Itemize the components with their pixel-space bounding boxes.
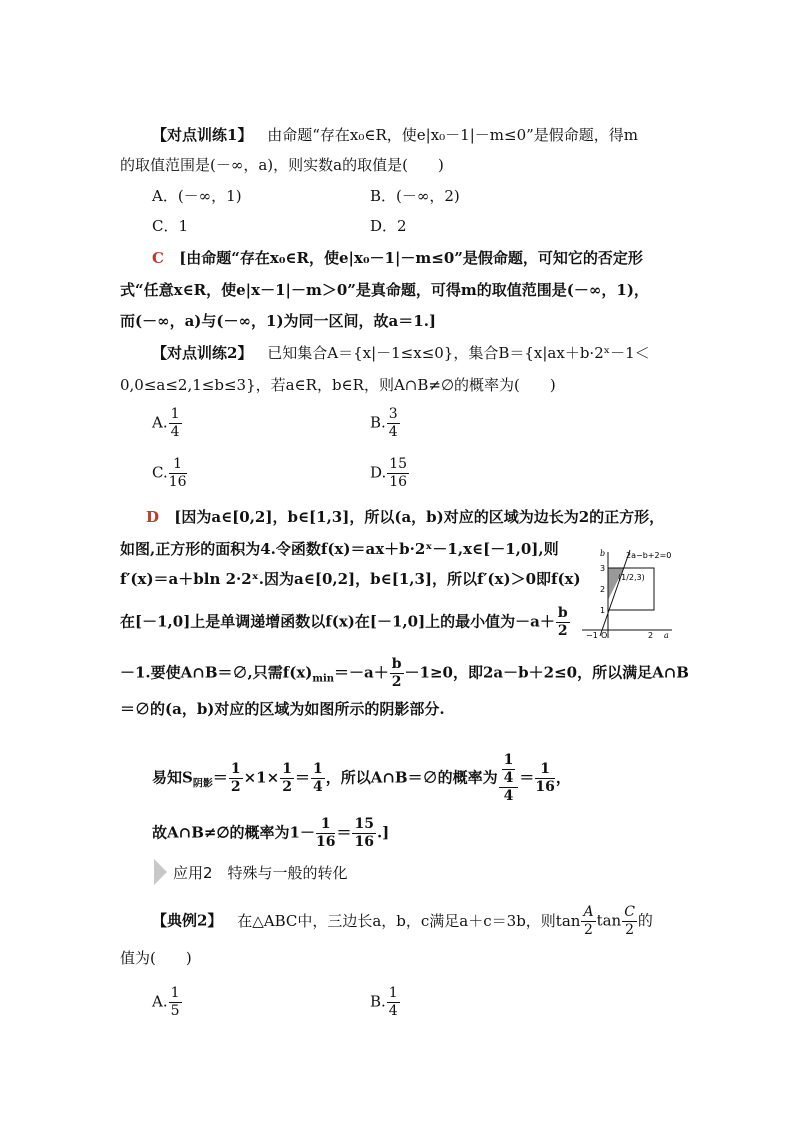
ex3-line2: 值为( ) (120, 949, 192, 967)
ex2-option-b-fraction (387, 406, 400, 441)
ex1-answer: C (152, 249, 164, 267)
fraction-numerator: 1 (170, 406, 180, 422)
ex3-option-b (370, 985, 401, 1020)
equals: ＝ (519, 768, 535, 787)
ex2-option-c-fraction (169, 456, 187, 491)
ex3-option-b-letter: B. (370, 992, 386, 1011)
ex3-line1 (152, 904, 653, 939)
ex2-solution-6: ＝∅的(a，b)对应的区域为如图所示的阴影部分. (120, 700, 445, 718)
ex1-option-c: C．1 (152, 217, 189, 235)
fraction-denominator: 2 (625, 922, 635, 938)
region-figure-svg (578, 548, 674, 640)
compound-fraction (499, 752, 519, 805)
fraction-denominator: 4 (388, 1003, 398, 1019)
ex3-stem-end: 的 (637, 911, 653, 930)
fraction-numerator: 1 (169, 456, 187, 474)
ex2-answer: D (146, 508, 160, 526)
ex2-area-line (152, 752, 571, 805)
ex2-option-c (152, 456, 188, 491)
fraction-half (229, 761, 243, 796)
ex2-line1 (152, 341, 650, 365)
ex2-solution-2: 如图,正方形的面积为4.令函数f(x)＝ax＋b·2ˣ－1,x∈[－1,0],则 (120, 540, 559, 558)
ex2-solution-text-5a: －1.要使A∩B＝∅,只需f(x) (120, 663, 313, 682)
s-label: 易知S (152, 768, 193, 787)
fraction-numerator: b (391, 656, 402, 672)
fraction-denominator: 16 (315, 834, 336, 850)
fraction-numerator: 1 (282, 761, 292, 777)
equals: ＝ (294, 768, 310, 787)
fraction-fifteen-sixteenths (352, 816, 375, 851)
fraction-denominator: 2 (391, 674, 402, 690)
b-over-2-fraction (390, 656, 404, 691)
fraction-numerator: 1 (312, 761, 323, 777)
fraction-numerator: 1 (170, 985, 180, 1001)
fraction-numerator: 15 (354, 816, 374, 832)
fraction-denominator: 16 (535, 779, 555, 795)
ex1-solution-3: 而(－∞，a)与(－∞，1)为同一区间，故a＝1.] (120, 312, 437, 330)
tick-1: 1 (600, 606, 606, 615)
fraction-numerator: A (583, 904, 594, 920)
section-heading (154, 858, 348, 886)
ex2-option-a (152, 406, 183, 441)
ex2-option-d (370, 456, 410, 491)
fraction-one-sixteenth (535, 761, 554, 796)
fraction-denominator: 4 (170, 424, 180, 440)
equals: ＝ (336, 823, 352, 842)
fraction-half (280, 761, 294, 796)
ex3-option-a-letter: A. (152, 992, 168, 1011)
point-label: (1/2,3) (618, 573, 645, 582)
ex3-option-a (152, 985, 183, 1020)
ex1-tag: 【对点训练1】 (152, 126, 253, 144)
ex2-option-a-letter: A. (152, 413, 168, 432)
fraction-denominator: 4 (312, 779, 323, 795)
ex1-line1 (152, 123, 638, 147)
ex3-stem-1: 在△ABC中，三边长a，b，c满足a＋c＝3b，则tan (237, 911, 581, 930)
ex1-option-d: D．2 (370, 217, 407, 235)
ex3-option-b-fraction (387, 985, 400, 1020)
b-axis-label: b (600, 549, 606, 558)
ex1-option-b: B．(－∞，2) (370, 187, 460, 205)
fraction-denominator: 2 (230, 779, 241, 795)
b-over-2-fraction (556, 605, 570, 640)
ex2-option-d-letter: D. (370, 463, 387, 482)
ex2-option-c-letter: C. (152, 463, 168, 482)
fraction-denominator: 4 (503, 770, 514, 786)
fraction-numerator: 1 (316, 816, 335, 834)
fraction-one-sixteenth (316, 816, 335, 851)
fraction-numerator: b (557, 605, 568, 621)
min-subscript: min (312, 673, 335, 685)
origin-label: O (601, 631, 608, 640)
section-heading-label: 应用2 特殊与一般的转化 (173, 863, 348, 882)
c-over-2-fraction (622, 904, 637, 939)
comma: ， (555, 768, 571, 787)
ex2-final-line (152, 816, 389, 851)
closing-bracket: .] (376, 823, 390, 842)
ex1-option-a: A．(－∞，1) (152, 187, 242, 205)
final-text: 故A∩B≠∅的概率为1－ (152, 823, 315, 842)
fraction-denominator: 16 (168, 474, 187, 490)
ex2-solution-text-1: [因为a∈[0,2]，b∈[1,3]，所以(a，b)对应的区域为边长为2的正方形， (174, 508, 665, 526)
ex2-line2: 0,0≤a≤2,1≤b≤3}，若a∈R，b∈R，则A∩B≠∅的概率为( ) (120, 376, 556, 394)
ex3-tag: 【典例2】 (152, 911, 223, 930)
a-axis-label: a (664, 631, 669, 640)
a-over-2-fraction (581, 904, 595, 939)
ex2-solution-1 (146, 505, 664, 529)
fraction-denominator: 2 (282, 779, 292, 795)
ex2-solution-4 (120, 605, 571, 640)
fraction-quarter (311, 761, 325, 796)
ex2-solution-text-5b: ＝－a＋ (334, 663, 389, 682)
tick-3: 3 (600, 564, 606, 573)
tick-2: 2 (600, 585, 606, 594)
ex2-solution-text-4: 在[－1,0]上是单调递增函数以f(x)在[－1,0]上的最小值为－a＋ (120, 612, 555, 631)
tan-text: tan (596, 911, 622, 930)
equals: ＝ (212, 768, 228, 787)
region-figure (578, 548, 674, 644)
ex2-option-a-fraction (169, 406, 182, 441)
ex1-line2: 的取值范围是(－∞，a)，则实数a的取值是( ) (120, 156, 444, 174)
line-label: 2a−b+2=0 (626, 551, 672, 560)
fraction-denominator: 4 (388, 424, 398, 440)
fraction-denominator: 2 (584, 922, 593, 938)
ex1-solution-1 (152, 246, 643, 270)
ex1-solution-text-1: [由命题“存在x₀∈R，使e|x₀－1|－m≤0”是假命题，可知它的否定形 (179, 249, 643, 267)
fraction-denominator: 16 (354, 834, 374, 850)
ex2-option-b (370, 406, 401, 441)
fraction-numerator: 1 (535, 761, 554, 779)
times: ×1× (243, 768, 280, 787)
ex2-solution-5 (120, 656, 689, 692)
tick-neg1: −1 (586, 631, 598, 640)
ex2-option-b-letter: B. (370, 413, 386, 432)
inner-fraction (502, 752, 516, 787)
ex2-solution-3: f′(x)＝a＋bln 2·2ˣ.因为a∈[0,2]，b∈[1,3]，所以f′(x)＞0即f(x) (120, 570, 581, 588)
fraction-denominator: 16 (389, 474, 408, 490)
probability-text: ，所以A∩B＝∅的概率为 (325, 768, 498, 787)
fraction-numerator: 1 (388, 985, 398, 1001)
fraction-numerator: C (624, 904, 635, 920)
ex2-solution-text-5c: －1≥0，即2a－b＋2≤0，所以满足A∩B (404, 663, 689, 682)
fraction-numerator: 1 (230, 761, 241, 777)
triangle-marker-icon (154, 859, 167, 885)
fraction-denominator: 4 (503, 788, 514, 804)
ex2-tag: 【对点训练2】 (152, 344, 253, 362)
compound-numerator (499, 752, 519, 788)
ex2-stem-1: 已知集合A＝{x|－1≤x≤0}，集合B＝{x|ax＋b·2ˣ－1＜ (267, 344, 650, 362)
fraction-numerator: 1 (503, 752, 514, 768)
ex3-option-a-fraction (169, 985, 182, 1020)
fraction-numerator: 3 (388, 406, 398, 422)
ex1-stem-1: 由命题“存在x₀∈R，使e|x₀－1|－m≤0”是假命题，得m (267, 126, 639, 144)
ex1-solution-2: 式“任意x∈R，使e|x－1|－m＞0”是真命题，可得m的取值范围是(－∞，1)， (120, 281, 649, 299)
fraction-denominator: 5 (170, 1003, 180, 1019)
fraction-numerator: 15 (389, 456, 408, 472)
ex2-option-d-fraction (387, 456, 409, 491)
fraction-denominator: 2 (557, 623, 568, 639)
s-subscript: 阴影 (192, 778, 213, 790)
tick-a-2: 2 (648, 631, 654, 640)
